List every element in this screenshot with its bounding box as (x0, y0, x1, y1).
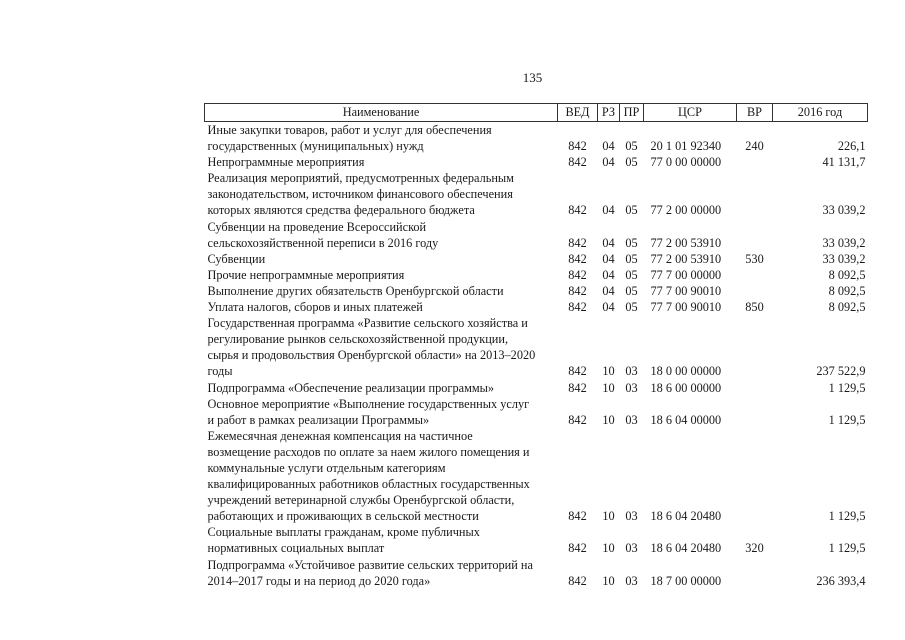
row-csr: 77 7 00 90010 (650, 300, 722, 315)
row-name: Непрограммные мероприятия (207, 155, 365, 170)
row-vr (737, 283, 773, 299)
row-amount: 33 039,2 (822, 235, 866, 250)
row-name: Субвенции на проведение Всероссийской сельскохозяйственной переписи в 2016 году (207, 219, 439, 250)
header-rz: РЗ (598, 104, 620, 122)
row-ved: 842 (568, 155, 587, 170)
row-vr (737, 219, 773, 251)
table-row (205, 219, 868, 251)
row-pr: 03 (625, 380, 638, 395)
row-rz: 10 (602, 509, 615, 524)
row-pr: 03 (625, 364, 638, 379)
row-ved: 842 (568, 283, 587, 298)
row-pr: 05 (625, 139, 638, 154)
row-rz: 04 (602, 283, 615, 298)
row-amount: 237 522,9 (816, 364, 866, 379)
table-row (205, 170, 868, 218)
row-vr (737, 267, 773, 283)
header-year: 2016 год (773, 104, 868, 122)
row-ved: 842 (568, 541, 587, 556)
row-name: Уплата налогов, сборов и иных платежей (207, 300, 423, 315)
row-csr: 18 6 04 00000 (650, 412, 722, 427)
row-vr (737, 396, 773, 428)
table-body (205, 122, 868, 589)
header-pr: ПР (620, 104, 644, 122)
table-row (205, 315, 868, 379)
row-amount: 41 131,7 (822, 155, 866, 170)
row-pr: 05 (625, 283, 638, 298)
row-vr: 240 (745, 139, 764, 154)
row-name: Ежемесячная денежная компенсация на частичное возмещение расходов по оплате за наем жилого помещения и коммунальные услуги отдельным категориям квалифицированных работников областных государственных учреждений ветеринарной службы Оренбургской области, работающих и проживающих в сельской местности (207, 428, 530, 524)
row-name: Прочие непрограммные мероприятия (207, 267, 405, 282)
row-amount: 236 393,4 (816, 573, 866, 588)
row-name: Выполнение других обязательств Оренбургской области (207, 283, 504, 298)
table-row (205, 299, 868, 315)
row-amount: 33 039,2 (822, 203, 866, 218)
row-pr: 03 (625, 412, 638, 427)
header-vr: ВР (737, 104, 773, 122)
row-vr: 320 (745, 541, 764, 556)
row-name: Реализация мероприятий, предусмотренных федеральным законодательством, источником финансового обеспечения которых являются средства федерального бюджета (207, 171, 514, 218)
row-csr: 18 6 04 20480 (650, 509, 722, 524)
row-name: Государственная программа «Развитие сельского хозяйства и регулирование рынков сельскохозяйственной продукции, сырья и продовольствия Оренбургской области» на 2013–2020 годы (207, 316, 536, 379)
row-name: Иные закупки товаров, работ и услуг для обеспечения государственных (муниципальных) нужд (207, 123, 492, 154)
row-ved: 842 (568, 380, 587, 395)
row-csr: 18 0 00 00000 (650, 364, 722, 379)
row-ved: 842 (568, 364, 587, 379)
row-pr: 05 (625, 267, 638, 282)
row-name: Подпрограмма «Обеспечение реализации программы» (207, 380, 495, 395)
table-row (205, 428, 868, 525)
row-csr: 77 2 00 00000 (650, 203, 722, 218)
table-row (205, 283, 868, 299)
row-vr: 530 (745, 251, 764, 266)
row-rz: 04 (602, 203, 615, 218)
row-ved: 842 (568, 139, 587, 154)
row-csr: 20 1 01 92340 (650, 139, 722, 154)
row-pr: 05 (625, 155, 638, 170)
row-amount: 1 129,5 (828, 412, 866, 427)
row-amount: 8 092,5 (828, 267, 866, 282)
row-vr (737, 380, 773, 396)
row-rz: 04 (602, 300, 615, 315)
row-pr: 05 (625, 203, 638, 218)
row-amount: 8 092,5 (828, 300, 866, 315)
table-row (205, 557, 868, 589)
row-ved: 842 (568, 573, 587, 588)
table-row (205, 154, 868, 170)
table-row (205, 267, 868, 283)
row-rz: 10 (602, 364, 615, 379)
row-csr: 18 7 00 00000 (650, 573, 722, 588)
row-vr (737, 154, 773, 170)
row-rz: 10 (602, 380, 615, 395)
row-amount: 1 129,5 (828, 509, 866, 524)
row-vr (737, 557, 773, 589)
row-amount: 1 129,5 (828, 380, 866, 395)
row-vr (737, 170, 773, 218)
row-rz: 04 (602, 235, 615, 250)
row-csr: 77 2 00 53910 (650, 251, 722, 266)
row-pr: 03 (625, 573, 638, 588)
table-header (205, 104, 868, 122)
row-rz: 04 (602, 251, 615, 266)
budget-table (204, 103, 868, 589)
row-ved: 842 (568, 412, 587, 427)
row-csr: 77 7 00 00000 (650, 267, 722, 282)
row-amount: 1 129,5 (828, 541, 866, 556)
row-csr: 18 6 04 20480 (650, 541, 722, 556)
page-number: 135 (522, 70, 543, 85)
row-pr: 05 (625, 235, 638, 250)
row-ved: 842 (568, 509, 587, 524)
header-name: Наименование (205, 104, 558, 122)
row-name: Социальные выплаты гражданам, кроме публичных нормативных социальных выплат (207, 525, 480, 556)
table-row (205, 122, 868, 155)
row-rz: 04 (602, 155, 615, 170)
row-ved: 842 (568, 300, 587, 315)
row-pr: 05 (625, 251, 638, 266)
row-vr (737, 428, 773, 525)
row-csr: 77 0 00 00000 (650, 155, 722, 170)
header-ved: ВЕД (558, 104, 598, 122)
table-row (205, 524, 868, 556)
table-row (205, 251, 868, 267)
row-csr: 77 7 00 90010 (650, 283, 722, 298)
row-ved: 842 (568, 235, 587, 250)
table-row (205, 380, 868, 396)
row-ved: 842 (568, 203, 587, 218)
row-rz: 10 (602, 412, 615, 427)
row-amount: 33 039,2 (822, 251, 866, 266)
row-csr: 77 2 00 53910 (650, 235, 722, 250)
header-csr: ЦСР (644, 104, 737, 122)
row-name: Основное мероприятие «Выполнение государственных услуг и работ в рамках реализации Программы» (207, 396, 530, 427)
row-ved: 842 (568, 251, 587, 266)
row-csr: 18 6 00 00000 (650, 380, 722, 395)
row-name: Субвенции (207, 251, 266, 266)
row-rz: 10 (602, 573, 615, 588)
row-name: Подпрограмма «Устойчивое развитие сельских территорий на 2014–2017 годы и на период до 2020 года» (207, 557, 533, 588)
table-row (205, 396, 868, 428)
row-vr: 850 (745, 300, 764, 315)
row-pr: 03 (625, 509, 638, 524)
row-pr: 05 (625, 300, 638, 315)
row-rz: 04 (602, 139, 615, 154)
row-rz: 10 (602, 541, 615, 556)
row-pr: 03 (625, 541, 638, 556)
row-rz: 04 (602, 267, 615, 282)
row-amount: 8 092,5 (828, 283, 866, 298)
row-ved: 842 (568, 267, 587, 282)
row-amount: 226,1 (837, 139, 866, 154)
row-vr (737, 315, 773, 379)
